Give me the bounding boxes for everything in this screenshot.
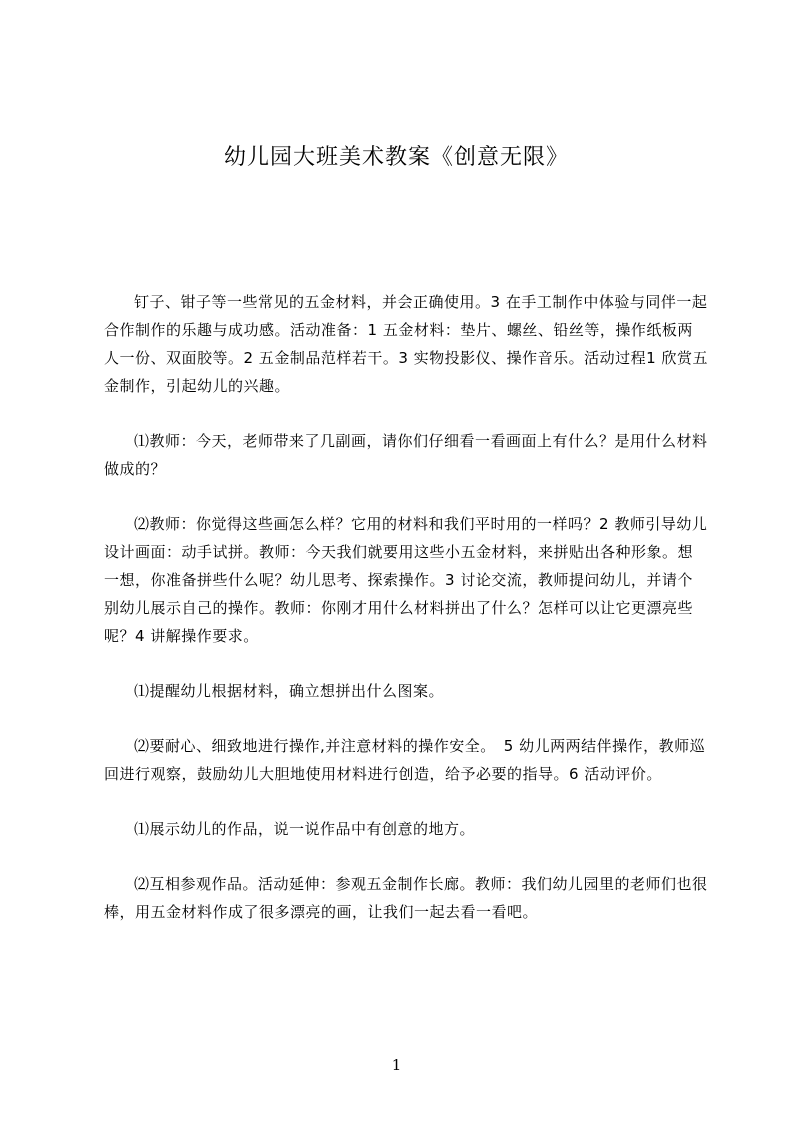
paragraph-question-1: ⑴教师：今天，老师带来了几副画，请你们仔细看一看画面上有什么？是用什么材料做成的？	[104, 432, 708, 478]
paragraph-evaluation-1: ⑴展示幼儿的作品，说一说作品中有创意的地方。	[134, 820, 476, 838]
paragraph-question-2: ⑵教师：你觉得这些画怎么样？它用的材料和我们平时用的一样吗？2 教师引导幼儿设计画面：动手试拼。教师：今天我们就要用这些小五金材料，来拼贴出各种形象。想一想，你准备拼些什么呢？幼儿思考、探索操作。3 讨论交流，教师提问幼儿，并请个别幼儿展示自己的操作。教师：你刚才用什么材料拼出了什么？怎样可以让它更漂亮些呢？4 讲解操作要求。	[104, 515, 708, 645]
paragraph-evaluation-2: ⑵互相参观作品。活动延伸：参观五金制作长廊。教师：我们幼儿园里的老师们也很棒，用五金材料作成了很多漂亮的画，让我们一起去看一看吧。	[104, 875, 708, 921]
paragraph-materials: 钉子、钳子等一些常见的五金材料，并会正确使用。3 在手工制作中体验与同伴一起合作制作的乐趣与成功感。活动准备：1 五金材料：垫片、螺丝、铅丝等，操作纸板两人一份、双面胶等。2 五金制品范样若干。3 实物投影仪、操作音乐。活动过程1 欣赏五金制作，引起幼儿的兴趣。	[104, 293, 708, 395]
paragraph-requirement-2: ⑵要耐心、细致地进行操作,并注意材料的操作安全。 5 幼儿两两结伴操作，教师巡回进行观察，鼓励幼儿大胆地使用材料进行创造，给予必要的指导。6 活动评价。	[104, 737, 706, 783]
paragraph-requirement-1: ⑴提醒幼儿根据材料，确立想拼出什么图案。	[134, 682, 445, 700]
document-body	[104, 288, 708, 953]
page-number: 1	[391, 1056, 402, 1074]
document-title: 幼儿园大班美术教案《创意无限》	[223, 145, 569, 170]
